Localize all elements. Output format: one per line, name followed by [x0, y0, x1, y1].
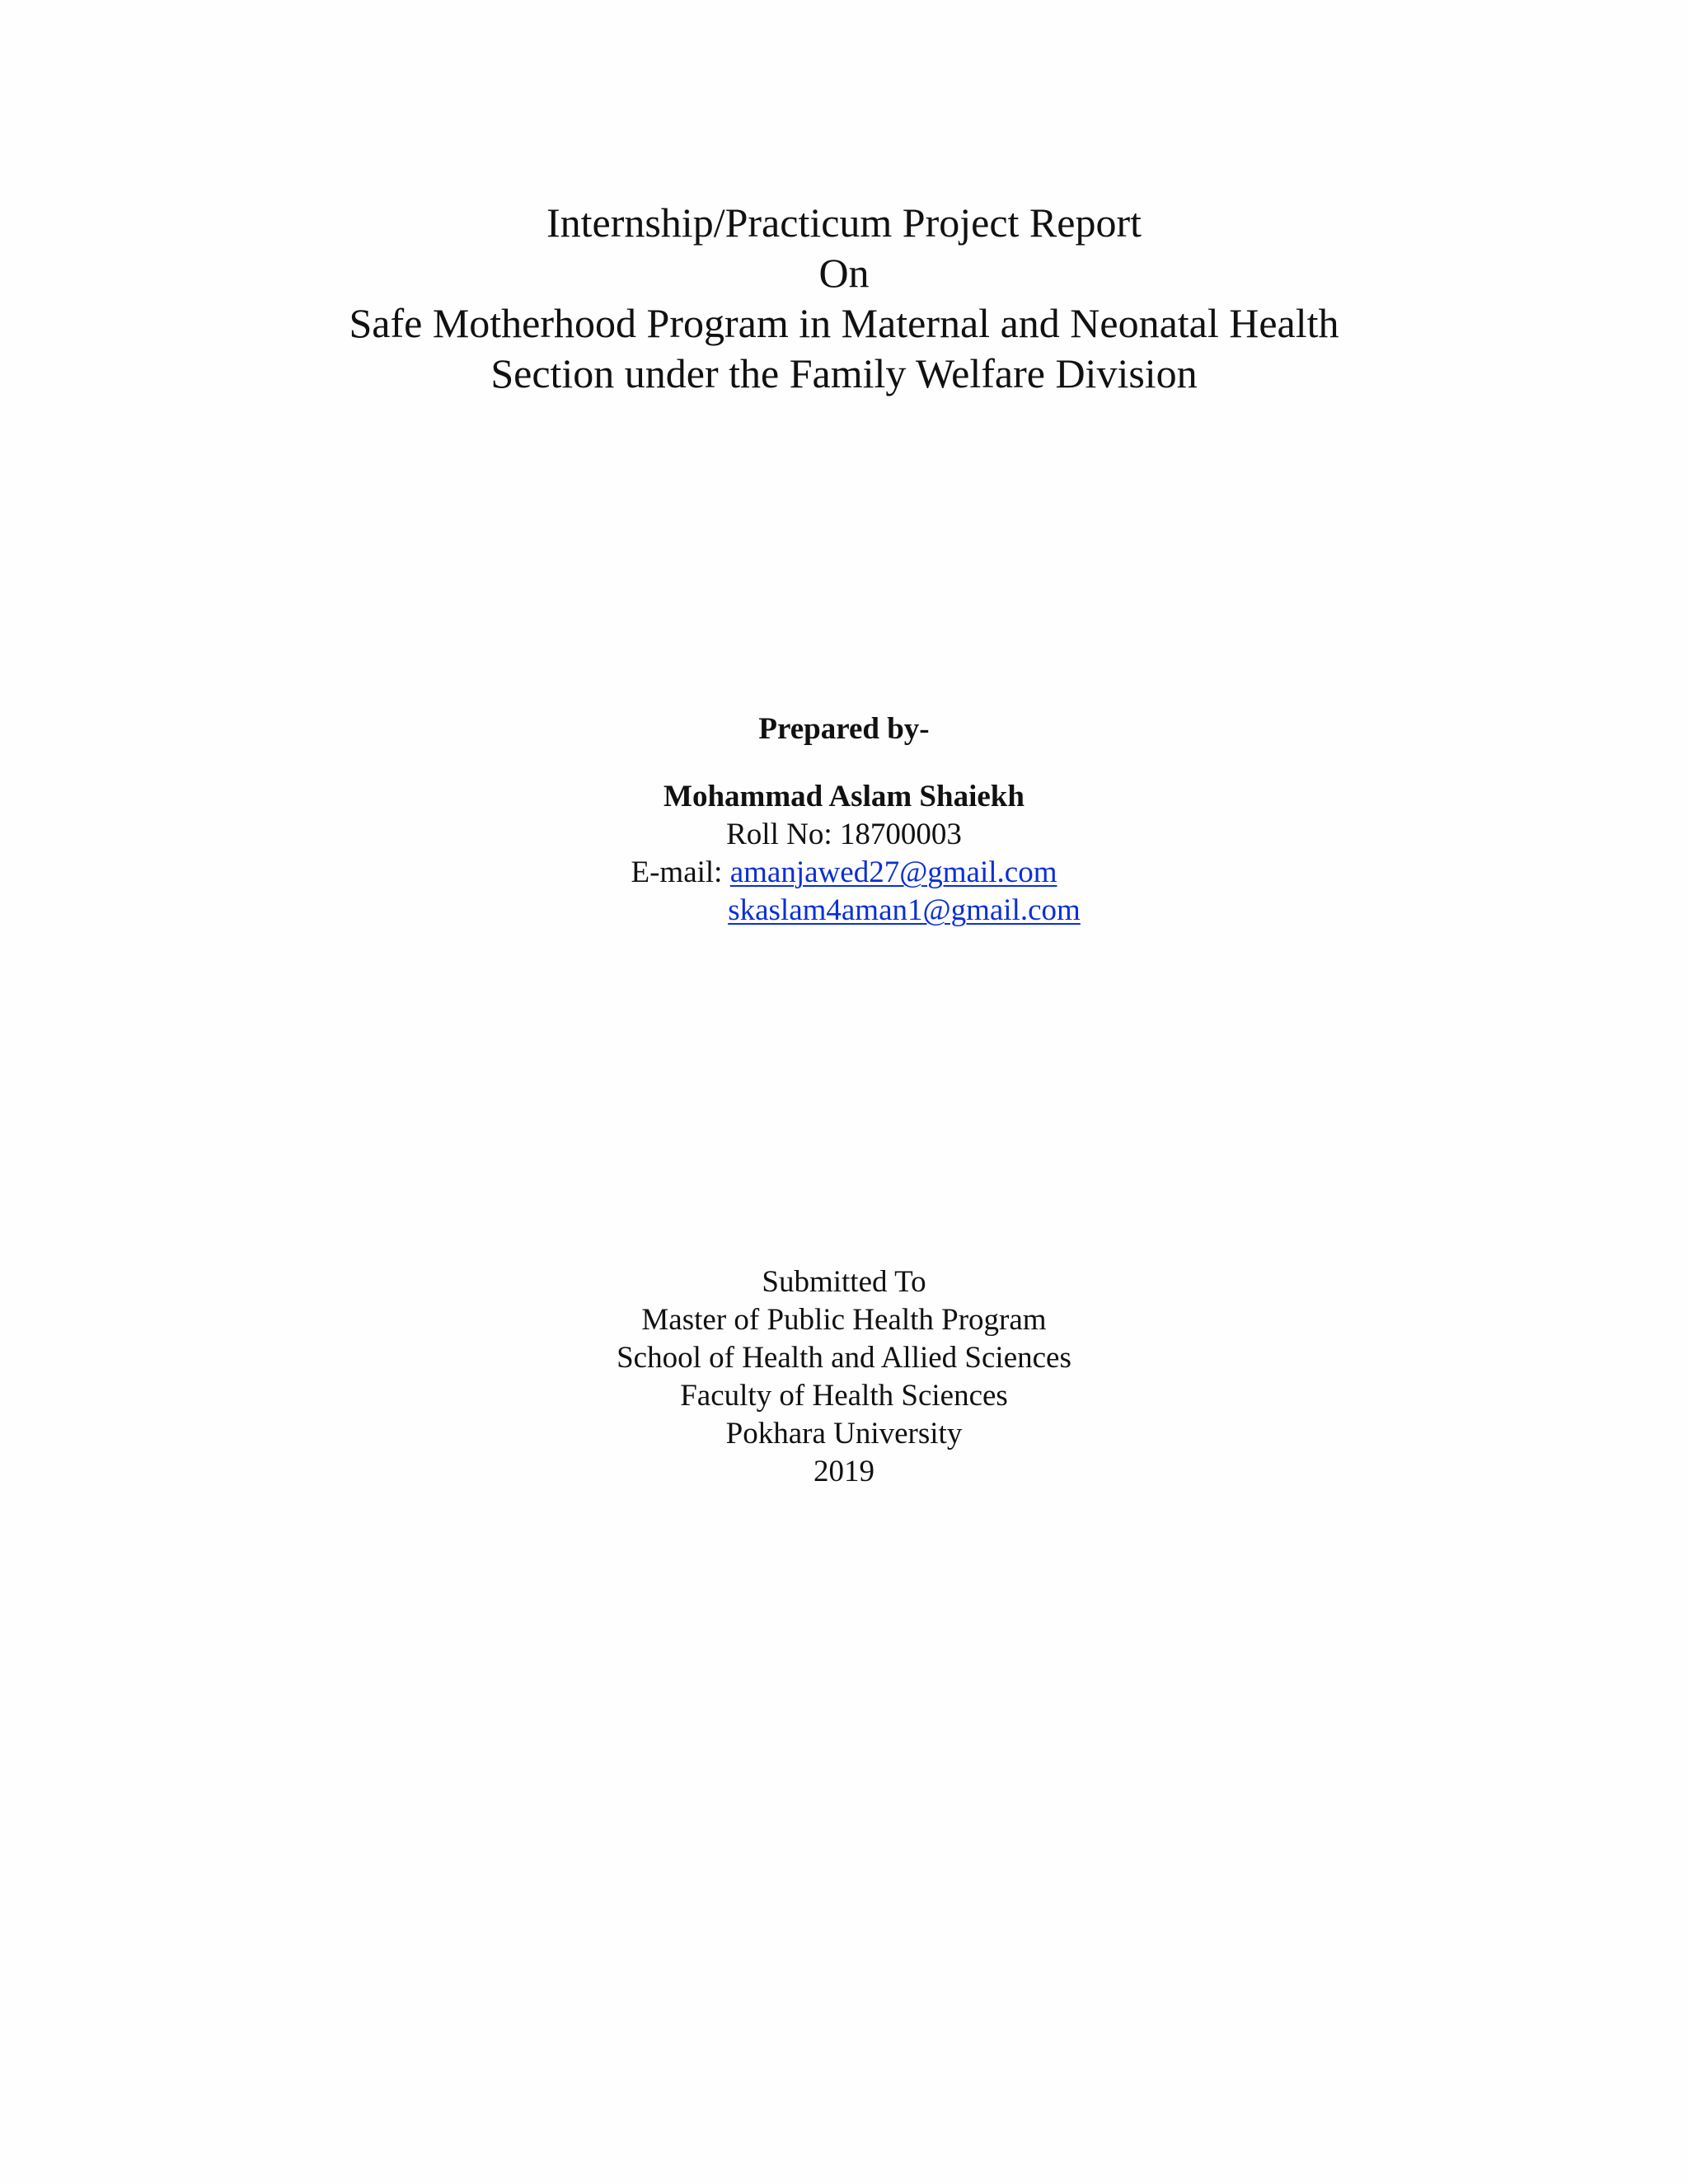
submitted-to-heading: Submitted To: [762, 1265, 926, 1299]
author-name: Mohammad Aslam Shaiekh: [663, 780, 1025, 813]
submission-year: 2019: [814, 1455, 874, 1488]
email-line-secondary: [0, 892, 1688, 930]
submitted-to-block: [0, 1263, 1688, 1491]
author-details: [0, 778, 1688, 930]
report-title: [0, 198, 1688, 399]
title-line-2: On: [818, 250, 870, 296]
school-name: School of Health and Allied Sciences: [617, 1341, 1071, 1375]
email-link-secondary[interactable]: skaslam4aman1@gmail.com: [728, 893, 1081, 927]
email-link-primary[interactable]: amanjawed27@gmail.com: [729, 855, 1057, 889]
title-line-3: Safe Motherhood Program in Maternal and Neonatal Health: [349, 300, 1339, 346]
roll-number: Roll No: 18700003: [726, 818, 962, 851]
title-line-4: Section under the Family Welfare Division: [490, 350, 1198, 396]
program-name: Master of Public Health Program: [641, 1303, 1047, 1337]
faculty-name: Faculty of Health Sciences: [680, 1379, 1008, 1413]
title-line-1: Internship/Practicum Project Report: [546, 199, 1142, 246]
prepared-by-heading: Prepared by-: [758, 712, 930, 746]
university-name: Pokhara University: [725, 1417, 963, 1451]
email-label: E-mail:: [631, 855, 730, 889]
email-line: [0, 854, 1688, 892]
